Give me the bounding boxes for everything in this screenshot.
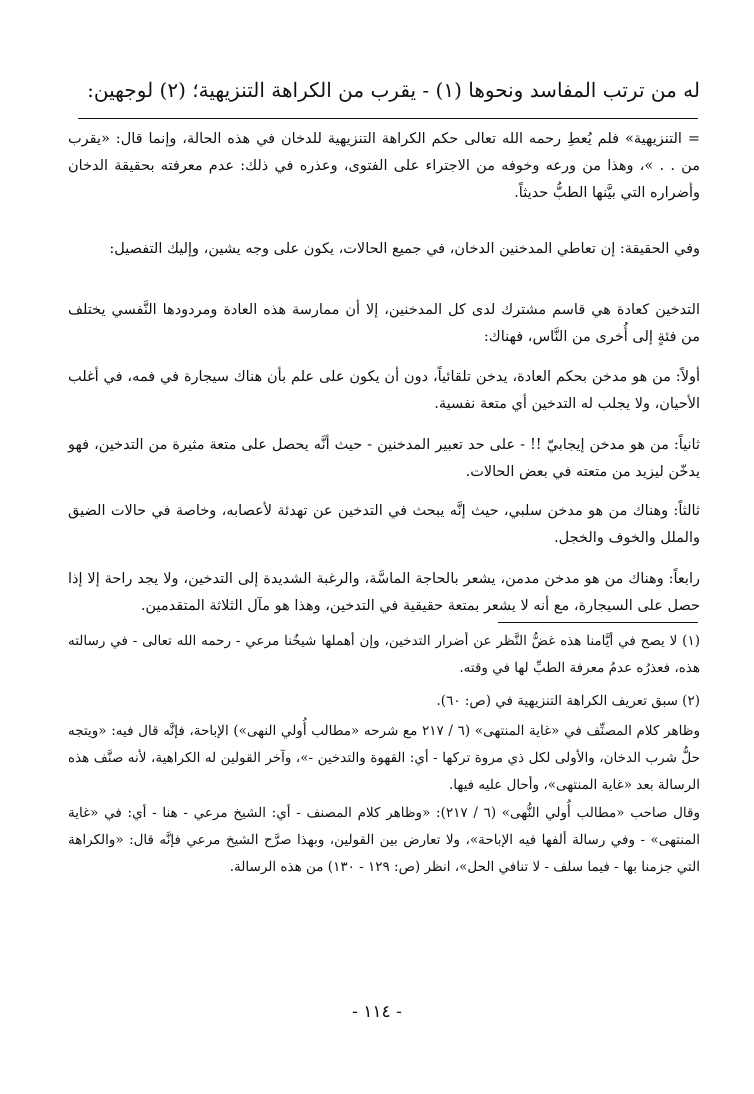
page-number: - ١١٤ - <box>352 1002 402 1022</box>
body-paragraph-third: ثالثاً: وهناك من هو مدخن سلبي، حيث إنَّه يبحث في التدخين عن تهدئة لأعصابه، وخاصة في حالات الضيق والملل والخوف والخجل. <box>68 503 700 546</box>
body-paragraph-first: أولاً: من هو مدخن بحكم العادة، يدخن تلقائياً، دون أن يكون على علم بأن هناك سيجارة في فمه، في أغلب الأحيان، ولا يجلب له التدخين أي متعة نفسية. <box>68 369 700 412</box>
body-paragraph-second: ثانياً: من هو مدخن إيجابيّ !! - على حد تعبير المدخنين - حيث أنَّه يحصل على متعة مثيرة من التدخين، فهو يدخّن ليزيد من متعته في بعض الحالات. <box>68 437 700 480</box>
footnote-2: (٢) سبق تعريف الكراهة التنزيهية في (ص: ٦٠). <box>436 693 700 709</box>
body-paragraph-fourth: رابعاً: وهناك من هو مدخن مدمن، يشعر بالحاجة الماسَّة، والرغبة الشديدة إلى التدخين، ولا يجد راحة إلا إذا حصل على السيجارة، مع أنه لا يشعر بمتعة حقيقية في التدخين، وهذا هو مآل الثلاثة المتقدمين. <box>68 571 700 614</box>
body-paragraph-habit: التدخين كعادة هي قاسم مشترك لدى كل المدخنين، إلا أن ممارسة هذه العادة ومردودها النَّفسي يختلف من فئةٍ إلى أُخرى من النَّاس، فهناك: <box>68 302 700 345</box>
footnote-divider <box>498 622 698 623</box>
footnote-2-continued: وظاهر كلام المصنِّف في «غاية المنتهى» (٦ / ٢١٧ مع شرحه «مطالب أُولي النهى») الإباحة، فإنَّه قال فيه: «ويتجه حلُّ شرب الدخان، والأولى لكل ذي مروة تركها - أي: القهوة والتدخين -»، وآخر القولين له الكراهية، لأنه صنَّف هذه الرسالة بعد «غاية المنتهى»، وأحال عليه فيها. <box>68 723 700 793</box>
body-paragraph-intro: وفي الحقيقة: إن تعاطي المدخنين الدخان، في جميع الحالات، يكون على وجه يشين، وإليك التفصيل: <box>109 241 700 257</box>
top-divider <box>78 118 698 119</box>
footnote-2-quote: وقال صاحب «مطالب أُولي النُّهى» (٦ / ٢١٧): «وظاهر كلام المصنف - أي: الشيخ مرعي - هنا - أي: في «غاية المنتهى» - وفي رسالة ألفها فيه الإباحة»، ولا تعارض بين القولين، وبهذا صرَّح الشيخ مرعي فإنَّه قال: «والكراهة التي جزمنا بها - فيما سلف - لا تنافي الحل»، انظر (ص: ١٢٩ - ١٣٠) من هذه الرسالة. <box>68 805 700 875</box>
page-header-line: له من ترتب المفاسد ونحوها (١) - يقرب من الكراهة التنزيهية؛ (٢) لوجهين: <box>87 78 700 102</box>
footnote-1: (١) لا يصح في أيَّامنا هذه غضُّ النَّظر عن أضرار التدخين، وإن أهملها شيخُنا مرعي - رحمه الله تعالى - في رسالته هذه، فعذرُه عدمُ معرفة الطبِّ لها في وقته. <box>68 633 700 676</box>
footnote-continuation: = التنزيهية» فلم يُعطِ رحمه الله تعالى حكم الكراهة التنزيهية للدخان في هذه الحالة، وإنما قال: «يقرب من . . »، وهذا من ورعه وخوفه من الاجتراء على الفتوى، وعذره في ذلك: عدم معرفته بحقيقة الدخان وأضراره التي بيَّنها الطبُّ حديثاً. <box>68 131 700 201</box>
